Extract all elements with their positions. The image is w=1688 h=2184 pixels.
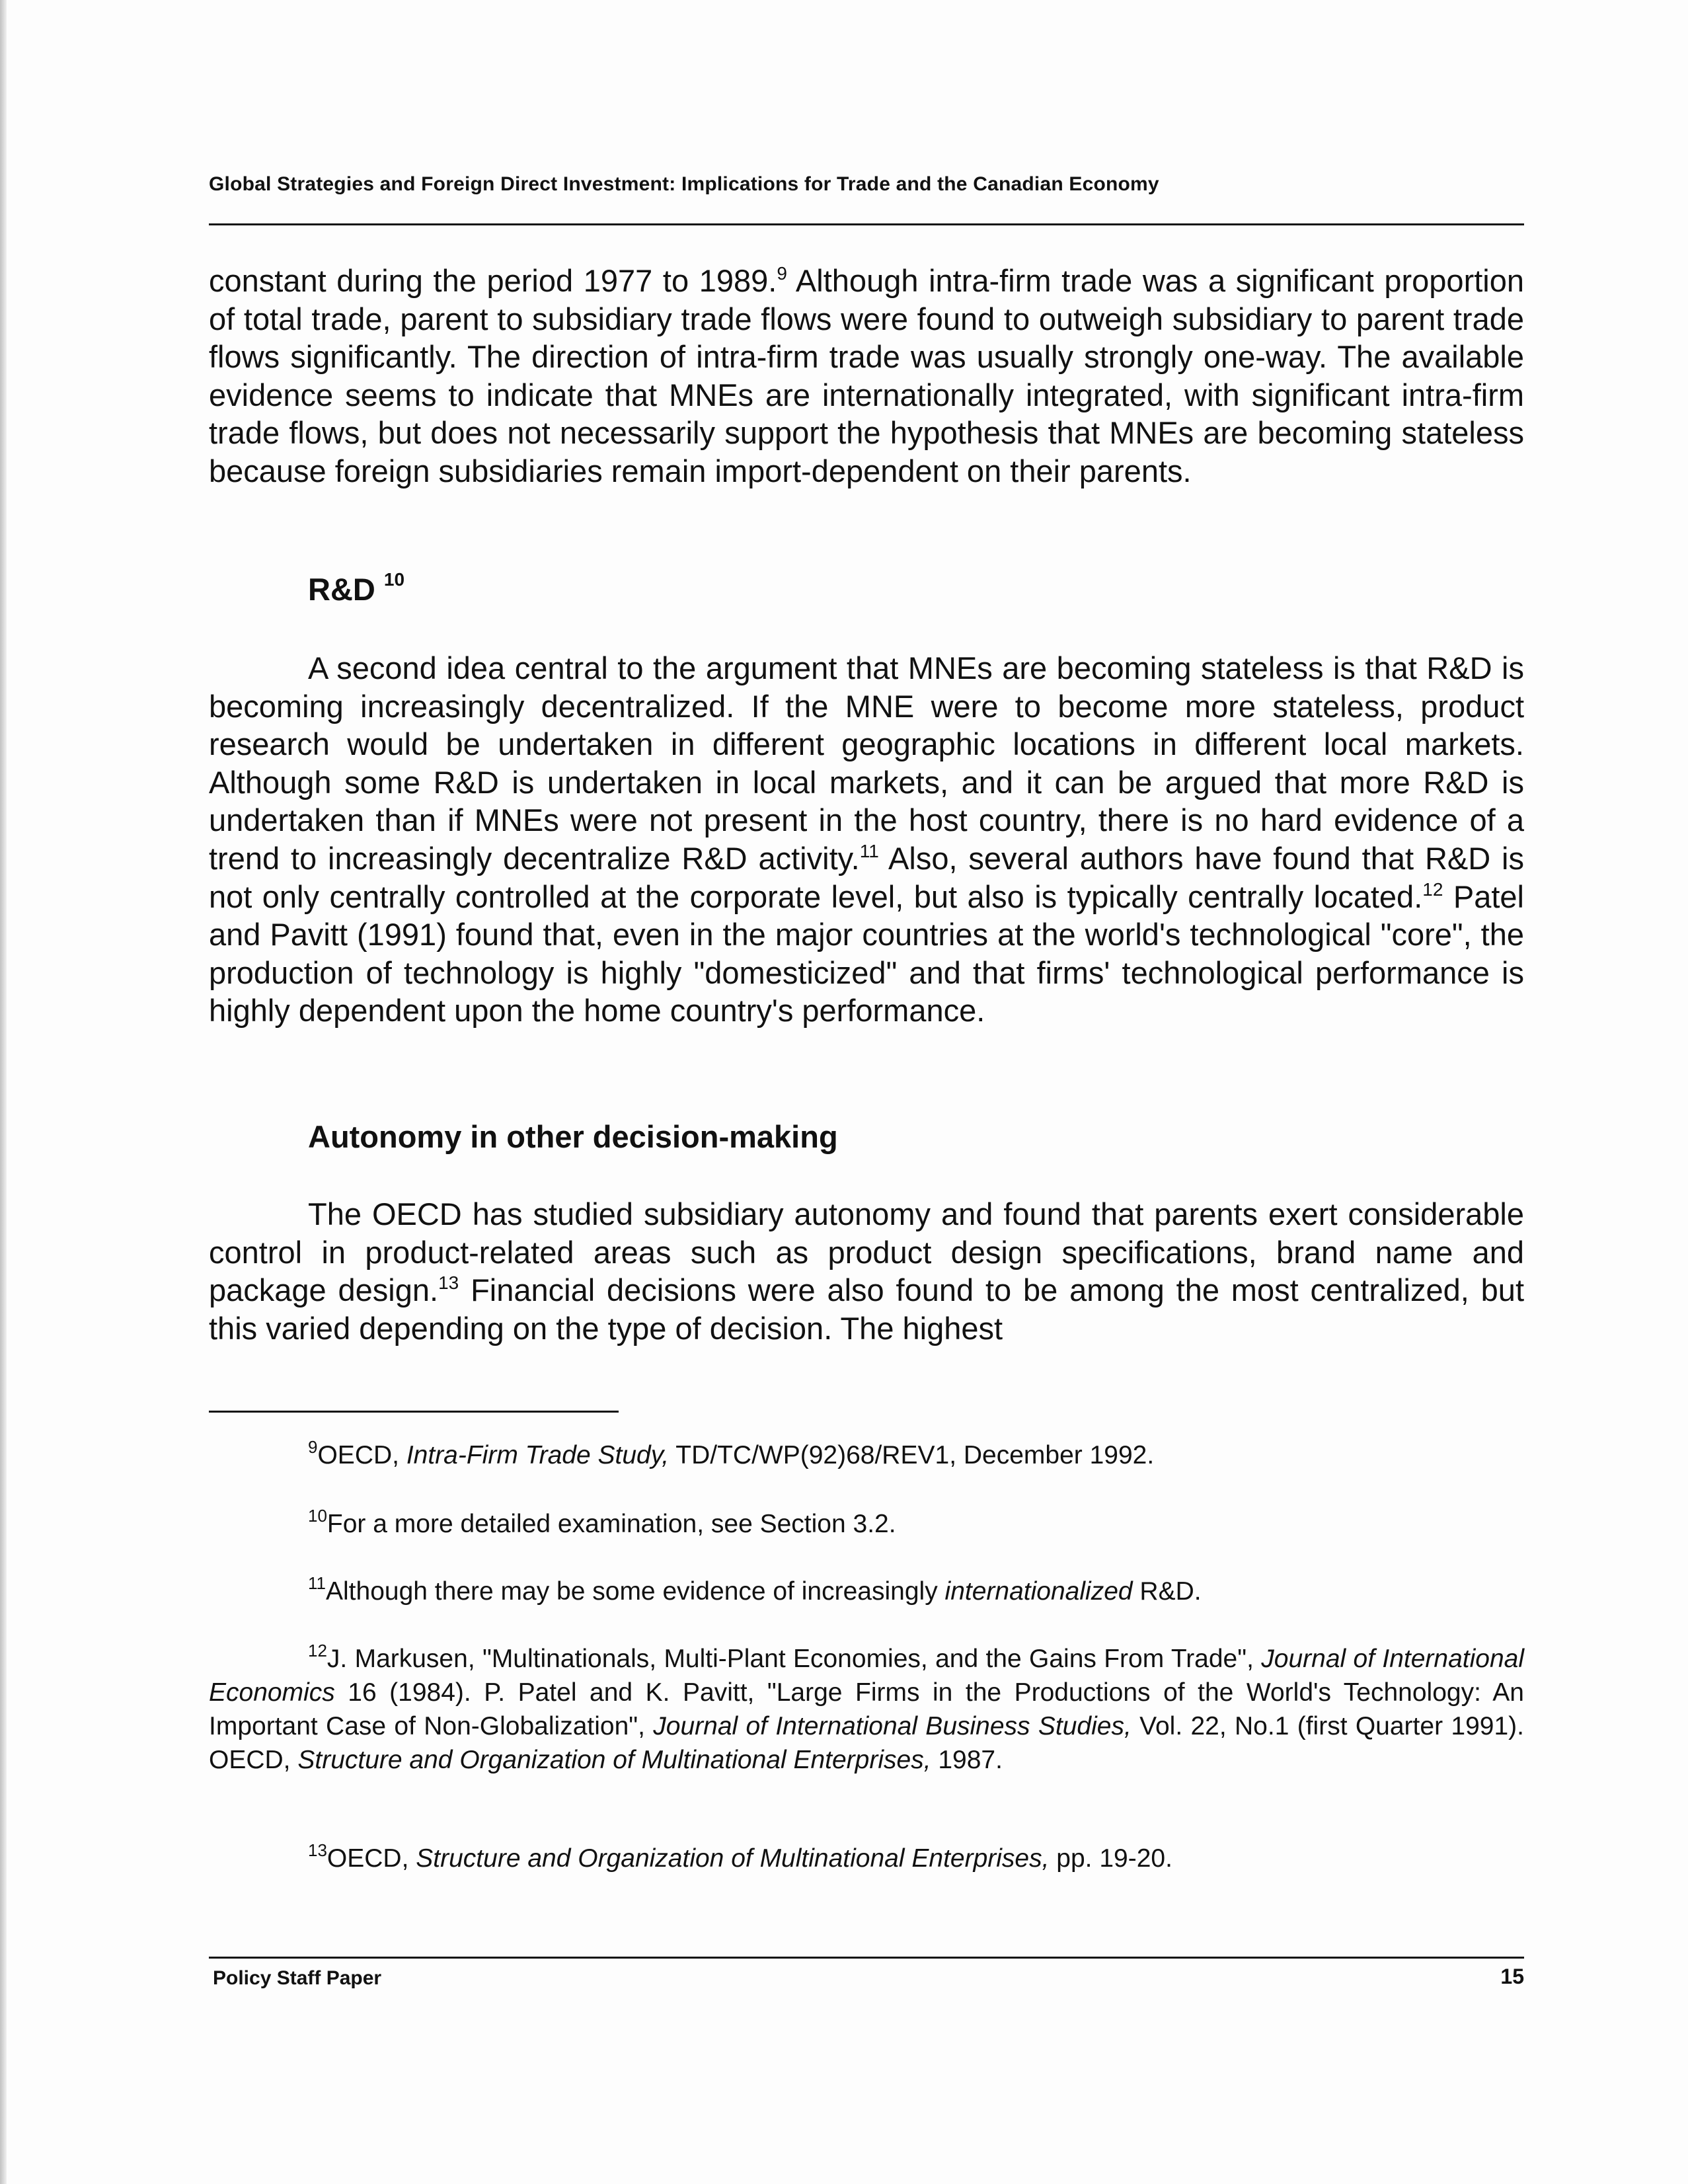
footnote-12-text-2: 16 (1984). P. Patel and K. Pavitt, "Large Firms in the Productions of the World's Technology: An Important Case of Non-Globalization", <box>209 1678 1524 1740</box>
footnote-12-text-1: J. Markusen, "Multinationals, Multi-Plant Economies, and the Gains From Trade", <box>326 1645 1262 1673</box>
footnote-11-emphasis: internationalized <box>944 1577 1133 1606</box>
footnote-separator <box>209 1411 619 1413</box>
scan-edge-shadow <box>0 0 7 2184</box>
footnote-12-journal-1: Journal of International Economics <box>209 1645 1525 1707</box>
footnote-12 <box>209 1642 1524 1777</box>
footnote-12-journal-2: Journal of International Business Studies, <box>653 1712 1132 1740</box>
footnote-9-title: Intra-Firm Trade Study, <box>406 1441 670 1469</box>
para2-text-a: A second idea central to the argument that MNEs are becoming stateless is that R&D is becoming increasingly decentralized. If the MNE were to become more stateless, product research would be undertaken in different geographic locations in different local markets. Although some R&D is undertaken in local markets, and it can be argued that more R&D is undertaken than if MNEs were not present in the host country, there is no hard evidence of a trend to increasingly decentralize R&D activity. <box>209 650 1524 876</box>
footnote-9-text-end: TD/TC/WP(92)68/REV1, December 1992. <box>669 1441 1155 1469</box>
body-paragraph-1 <box>209 262 1524 490</box>
footnote-12-text-4: 1987. <box>931 1746 1003 1774</box>
footnote-ref-9: 9 <box>777 263 787 284</box>
footnote-10 <box>209 1507 1524 1541</box>
footnote-11-number: 11 <box>308 1573 326 1593</box>
para3-text-a: The OECD has studied subsidiary autonomy and found that parents exert considerable control in product-related areas such as product design specifications, brand name and package design. <box>209 1196 1524 1308</box>
footnote-13-number: 13 <box>308 1840 327 1860</box>
footnote-ref-13: 13 <box>438 1272 459 1294</box>
header-rule <box>209 223 1524 225</box>
running-header: Global Strategies and Foreign Direct Investment: Implications for Trade and the Canadian Economy <box>209 173 1159 195</box>
para1-text-b: Although intra-firm trade was a significant proportion of total trade, parent to subsidiary trade flows were found to outweigh subsidiary to parent trade flows significantly. The direction of intra-firm trade was usually strongly one-way. The available evidence seems to indicate that MNEs are internationally integrated, with significant intra-firm trade flows, but does not necessarily support the hypothesis that MNEs are becoming stateless because foreign subsidiaries remain import-dependent on their parents. <box>209 263 1525 488</box>
body-paragraph-3 <box>209 1195 1524 1347</box>
footnote-13-text: OECD, <box>326 1844 416 1873</box>
footnote-ref-12: 12 <box>1422 878 1443 900</box>
footnote-ref-11: 11 <box>859 840 879 861</box>
footnote-12-text-3: Vol. 22, No.1 (first Quarter 1991). OECD, <box>209 1712 1524 1774</box>
footnote-13 <box>209 1842 1524 1875</box>
page-number: 15 <box>1500 1965 1524 1988</box>
footnote-11-text: Although there may be some evidence of increasingly <box>326 1577 945 1606</box>
footer-publication: Policy Staff Paper <box>213 1967 382 1989</box>
footnote-10-text: For a more detailed examination, see Section 3.2. <box>326 1510 896 1538</box>
footnote-11-text-end: R&D. <box>1132 1577 1202 1606</box>
footnote-ref-10: 10 <box>383 569 405 590</box>
footnote-13-title: Structure and Organization of Multinational Enterprises, <box>416 1844 1050 1873</box>
para2-text-c: Patel and Pavitt (1991) found that, even in the major countries at the world's technological "core", the production of technology is highly "domesticized" and that firms' technological performance is highly dependent upon the home country's performance. <box>209 878 1524 1029</box>
footnote-13-text-end: pp. 19-20. <box>1049 1844 1172 1873</box>
footnote-9 <box>209 1438 1524 1472</box>
heading-rd-label: R&D <box>308 572 384 607</box>
footer-rule <box>209 1957 1524 1959</box>
footnote-11 <box>209 1575 1524 1608</box>
para3-text-b: Financial decisions were also found to be among the most centralized, but this varied depending on the type of decision. The highest <box>209 1272 1524 1346</box>
footnote-12-title-3: Structure and Organization of Multinational Enterprises, <box>297 1746 931 1774</box>
para2-text-b: Also, several authors have found that R&D is not only centrally controlled at the corporate level, but also is typically centrally located. <box>209 840 1524 914</box>
footnote-9-text: OECD, <box>317 1441 406 1469</box>
para1-text-a: constant during the period 1977 to 1989. <box>209 263 777 298</box>
section-heading-rd <box>308 571 404 607</box>
footnote-9-number: 9 <box>308 1437 318 1457</box>
section-heading-autonomy: Autonomy in other decision-making <box>308 1119 838 1154</box>
footnote-12-number: 12 <box>308 1641 327 1660</box>
body-paragraph-2 <box>209 649 1524 1030</box>
footnote-10-number: 10 <box>308 1506 327 1526</box>
